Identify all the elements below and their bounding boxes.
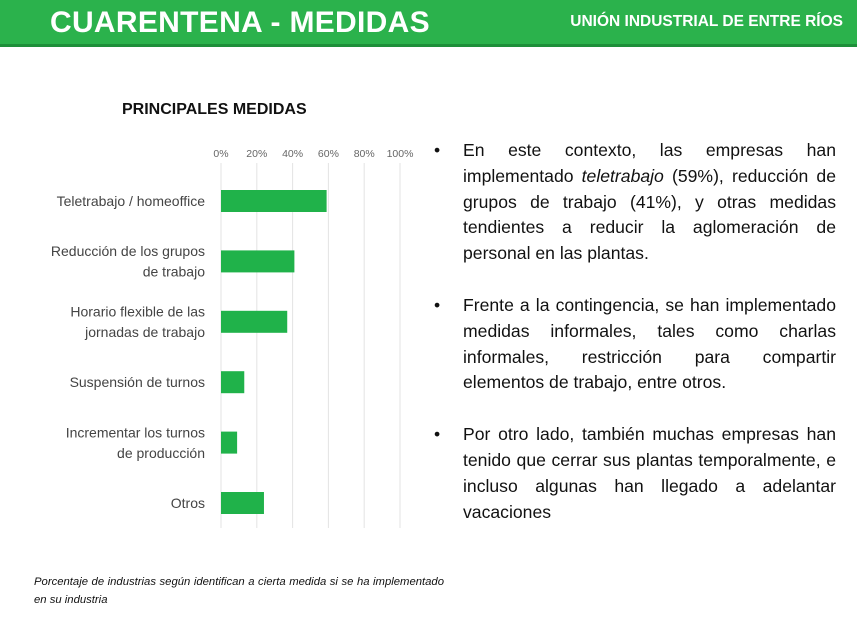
category-label: Incrementar los turnos [65, 424, 205, 441]
bar [221, 492, 264, 514]
bullet-text: Frente a la contingencia, se han implementado medidas informales, tales como charlas informales, restricción para compartir elementos de trabajo, entre otros. [463, 294, 836, 393]
page-title: CUARENTENA - MEDIDAS [50, 6, 430, 39]
category-label: de trabajo [142, 263, 205, 280]
category-label: jornadas de trabajo [85, 324, 205, 341]
bullet-item-3 [434, 422, 836, 525]
bullet-list [434, 138, 836, 551]
tick-label: 60% [317, 148, 339, 160]
footnote: Porcentaje de industrias según identifican a cierta medida si se ha implementado en su industria [34, 576, 444, 606]
chart-title: PRINCIPALES MEDIDAS [122, 101, 307, 118]
tick-label: 80% [353, 148, 375, 160]
bar [221, 311, 287, 333]
bullet-item-1 [434, 138, 836, 267]
bar [221, 190, 327, 212]
bullet-text: En este contexto, las empresas han implementado [463, 140, 836, 186]
category-label: Teletrabajo / homeoffice [56, 193, 205, 209]
bullet-dot: • [434, 424, 441, 445]
bullet-dot: • [434, 294, 441, 315]
bar [221, 250, 294, 272]
tick-label: 0% [213, 148, 229, 160]
bar [221, 371, 244, 393]
category-label: Otros [170, 495, 205, 511]
category-label: Reducción de los grupos [50, 243, 205, 260]
bar-chart [0, 135, 430, 535]
bullet-text-end: (59%), reducción de grupos de trabajo (41%), y otras medidas tendientes a reducir la aglomeración de personal en las plantas. [463, 165, 836, 264]
organization-name: UNIÓN INDUSTRIAL DE ENTRE RÍOS [570, 13, 843, 30]
tick-label: 20% [246, 148, 268, 160]
header-bar [0, 0, 857, 47]
tick-label: 100% [386, 148, 414, 160]
bullet-emphasis: teletrabajo [581, 165, 664, 186]
bullet-text: Por otro lado, también muchas empresas han tenido que cerrar sus plantas temporalmente, e incluso algunas han llegado a adelantar vacaciones [463, 424, 836, 522]
bar [221, 432, 237, 454]
category-label: de producción [117, 444, 205, 461]
bullet-dot: • [434, 140, 441, 160]
bullet-item-2 [434, 293, 836, 396]
category-label: Suspensión de turnos [69, 374, 205, 391]
category-label: Horario flexible de las [70, 303, 205, 320]
tick-label: 40% [282, 148, 304, 160]
